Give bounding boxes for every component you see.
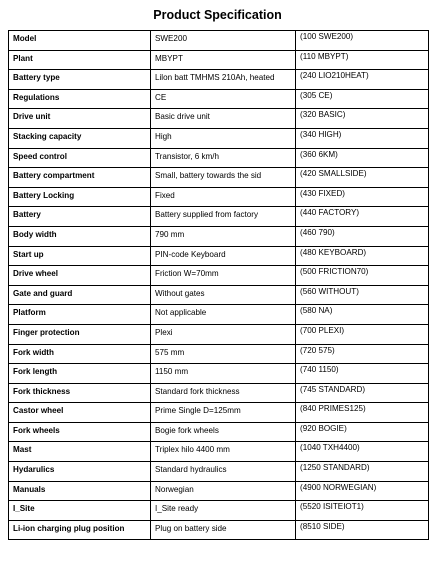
- spec-label: Battery type: [9, 70, 151, 90]
- spec-label: Manuals: [9, 481, 151, 501]
- spec-value: Battery supplied from factory: [151, 207, 296, 227]
- spec-label: Fork width: [9, 344, 151, 364]
- spec-value: Norwegian: [151, 481, 296, 501]
- spec-value: Transistor, 6 km/h: [151, 148, 296, 168]
- table-row: [9, 226, 429, 246]
- table-row: [9, 246, 429, 266]
- spec-code: (305 CE): [296, 89, 429, 109]
- table-row: [9, 344, 429, 364]
- spec-code: (430 FIXED): [296, 187, 429, 207]
- spec-label: Start up: [9, 246, 151, 266]
- spec-label: I_Site: [9, 501, 151, 521]
- spec-code: (420 SMALLSIDE): [296, 168, 429, 188]
- spec-code: (4900 NORWEGIAN): [296, 481, 429, 501]
- spec-label: Model: [9, 31, 151, 51]
- spec-value: Basic drive unit: [151, 109, 296, 129]
- spec-label: Fork thickness: [9, 383, 151, 403]
- spec-value: Not applicable: [151, 305, 296, 325]
- table-row: [9, 187, 429, 207]
- spec-label: Platform: [9, 305, 151, 325]
- spec-code: (100 SWE200): [296, 31, 429, 51]
- table-row: [9, 31, 429, 51]
- spec-label: Hydarulics: [9, 462, 151, 482]
- spec-label: Stacking capacity: [9, 128, 151, 148]
- table-row: [9, 462, 429, 482]
- spec-label: Plant: [9, 50, 151, 70]
- spec-value: Plug on battery side: [151, 520, 296, 540]
- table-row: [9, 520, 429, 540]
- spec-label: Battery Locking: [9, 187, 151, 207]
- table-row: [9, 442, 429, 462]
- spec-label: Speed control: [9, 148, 151, 168]
- spec-value: Small, battery towards the sid: [151, 168, 296, 188]
- spec-value: CE: [151, 89, 296, 109]
- spec-code: (1250 STANDARD): [296, 462, 429, 482]
- spec-label: Gate and guard: [9, 285, 151, 305]
- spec-code: (840 PRIMES125): [296, 403, 429, 423]
- table-row: [9, 148, 429, 168]
- table-row: [9, 285, 429, 305]
- spec-value: Fixed: [151, 187, 296, 207]
- spec-value: 790 mm: [151, 226, 296, 246]
- table-row: [9, 89, 429, 109]
- spec-value: 575 mm: [151, 344, 296, 364]
- table-row: [9, 207, 429, 227]
- table-row: [9, 324, 429, 344]
- table-row: [9, 50, 429, 70]
- spec-code: (360 6KM): [296, 148, 429, 168]
- table-row: [9, 403, 429, 423]
- spec-label: Fork wheels: [9, 422, 151, 442]
- spec-value: Without gates: [151, 285, 296, 305]
- table-row: [9, 481, 429, 501]
- spec-code: (240 LIO210HEAT): [296, 70, 429, 90]
- table-row: [9, 266, 429, 286]
- spec-label: Drive unit: [9, 109, 151, 129]
- spec-code: (110 MBYPT): [296, 50, 429, 70]
- spec-code: (700 PLEXI): [296, 324, 429, 344]
- spec-code: (920 BOGIE): [296, 422, 429, 442]
- spec-code: (740 1150): [296, 364, 429, 384]
- spec-code: (720 575): [296, 344, 429, 364]
- spec-value: 1150 mm: [151, 364, 296, 384]
- spec-code: (580 NA): [296, 305, 429, 325]
- spec-code: (500 FRICTION70): [296, 266, 429, 286]
- spec-value: PIN-code Keyboard: [151, 246, 296, 266]
- table-row: [9, 70, 429, 90]
- table-row: [9, 168, 429, 188]
- spec-code: (745 STANDARD): [296, 383, 429, 403]
- spec-label: Battery compartment: [9, 168, 151, 188]
- spec-label: Castor wheel: [9, 403, 151, 423]
- table-row: [9, 501, 429, 521]
- spec-value: Prime Single D=125mm: [151, 403, 296, 423]
- spec-code: (340 HIGH): [296, 128, 429, 148]
- table-row: [9, 364, 429, 384]
- spec-value: SWE200: [151, 31, 296, 51]
- document-title: Product Specification: [153, 8, 282, 22]
- spec-label: Regulations: [9, 89, 151, 109]
- spec-label: Li-ion charging plug position: [9, 520, 151, 540]
- spec-value: Lilon batt TMHMS 210Ah, heated: [151, 70, 296, 90]
- spec-code: (440 FACTORY): [296, 207, 429, 227]
- spec-value: Bogie fork wheels: [151, 422, 296, 442]
- spec-code: (460 790): [296, 226, 429, 246]
- table-row: [9, 383, 429, 403]
- table-row: [9, 109, 429, 129]
- spec-label: Fork length: [9, 364, 151, 384]
- spec-value: High: [151, 128, 296, 148]
- spec-value: I_Site ready: [151, 501, 296, 521]
- spec-label: Body width: [9, 226, 151, 246]
- spec-code: (1040 TXH4400): [296, 442, 429, 462]
- spec-value: Standard hydraulics: [151, 462, 296, 482]
- spec-code: (480 KEYBOARD): [296, 246, 429, 266]
- spec-value: MBYPT: [151, 50, 296, 70]
- table-row: [9, 422, 429, 442]
- specification-table-body: [9, 31, 429, 540]
- spec-value: Triplex hilo 4400 mm: [151, 442, 296, 462]
- table-row: [9, 128, 429, 148]
- spec-code: (8510 SIDE): [296, 520, 429, 540]
- spec-value: Plexi: [151, 324, 296, 344]
- specification-table: [8, 30, 429, 540]
- spec-label: Mast: [9, 442, 151, 462]
- table-row: [9, 305, 429, 325]
- spec-code: (560 WITHOUT): [296, 285, 429, 305]
- spec-label: Finger protection: [9, 324, 151, 344]
- spec-value: Standard fork thickness: [151, 383, 296, 403]
- spec-label: Battery: [9, 207, 151, 227]
- spec-code: (320 BASIC): [296, 109, 429, 129]
- spec-value: Friction W=70mm: [151, 266, 296, 286]
- spec-code: (5520 ISITEIOT1): [296, 501, 429, 521]
- spec-label: Drive wheel: [9, 266, 151, 286]
